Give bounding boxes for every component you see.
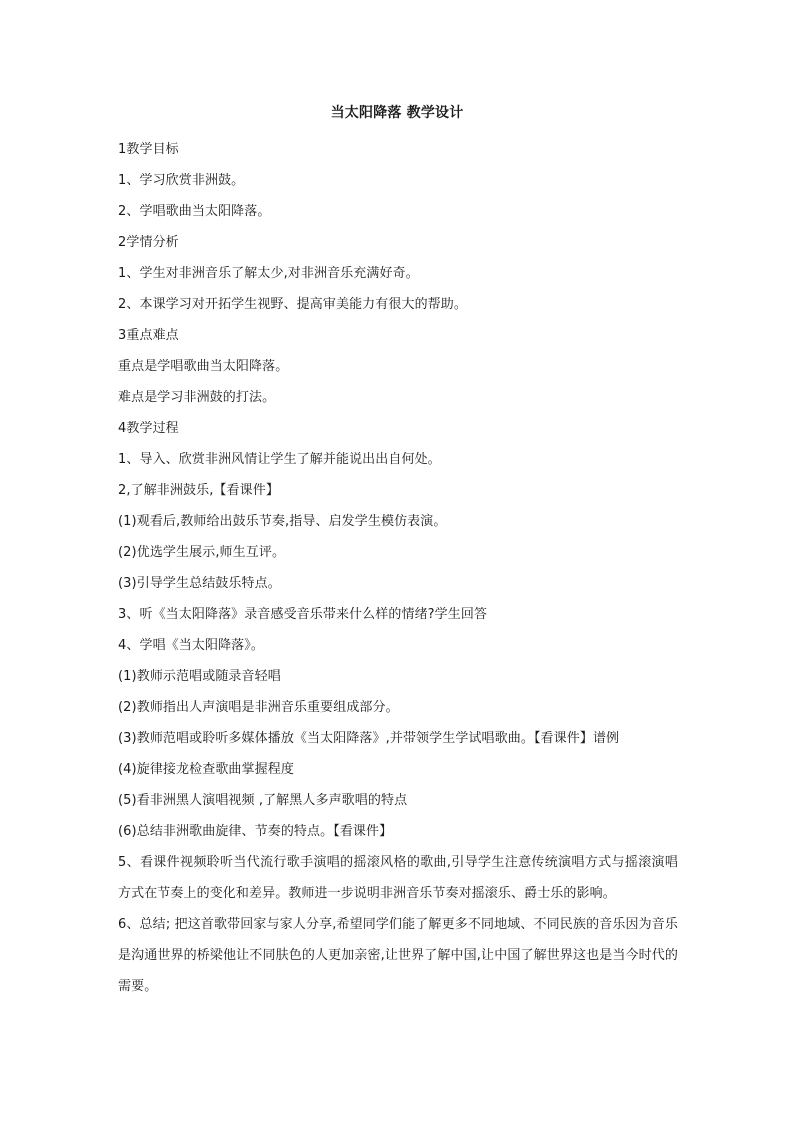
text-line: 2、本课学习对开拓学生视野、提高审美能力有很大的帮助。 [118, 297, 467, 312]
text-line: 2、学唱歌曲当太阳降落。 [118, 204, 271, 219]
text-line: (2)优选学生展示,师生互评。 [118, 545, 286, 560]
text-line: (3)教师范唱或聆听多媒体播放《当太阳降落》,并带领学生学试唱歌曲。【看课件】谱例 [118, 731, 620, 746]
text-line: 难点是学习非洲鼓的打法。 [118, 390, 276, 405]
text-line: (1)教师示范唱或随录音轻唱 [118, 669, 281, 684]
text-line: 1、学习欣赏非洲鼓。 [118, 173, 245, 188]
text-line: (5)看非洲黑人演唱视频 ,了解黑人多声歌唱的特点 [118, 793, 408, 808]
section-heading-process: 4教学过程 [118, 421, 179, 436]
document-body [118, 134, 678, 1002]
document-title: 当太阳降落 教学设计 [330, 105, 464, 121]
text-line: 3、听《当太阳降落》录音感受音乐带来什么样的情绪?学生回答 [118, 607, 488, 622]
text-line: 1、导入、欣赏非洲风情让学生了解并能说出出自何处。 [118, 452, 441, 467]
text-line: 重点是学唱歌曲当太阳降落。 [118, 359, 289, 374]
text-line: (6)总结非洲歌曲旋律、节奏的特点。【看课件】 [118, 824, 393, 839]
paragraph-step-6: 6、总结; 把这首歌带回家与家人分享,希望同学们能了解更多不同地域、不同民族的音乐因为音乐是沟通世界的桥梁他让不同肤色的人更加亲密,让世界了解中国,让中国了解世界这也是当今时代的需要。 [118, 917, 678, 994]
text-line: 2,了解非洲鼓乐,【看课件】 [118, 483, 279, 498]
section-heading-objectives: 1教学目标 [118, 142, 179, 157]
text-line: (1)观看后,教师给出鼓乐节奏,指导、启发学生模仿表演。 [118, 514, 447, 529]
text-line: 1、学生对非洲音乐了解太少,对非洲音乐充满好奇。 [118, 266, 419, 281]
text-line: 4、学唱《当太阳降落》。 [118, 638, 264, 653]
text-line: (4)旋律接龙检查歌曲掌握程度 [118, 762, 294, 777]
text-line: (3)引导学生总结鼓乐特点。 [118, 576, 281, 591]
section-heading-key-points: 3重点难点 [118, 328, 179, 343]
text-line: (2)教师指出人声演唱是非洲音乐重要组成部分。 [118, 700, 399, 715]
section-heading-analysis: 2学情分析 [118, 235, 179, 250]
paragraph-step-5: 5、看课件视频聆听当代流行歌手演唱的摇滚风格的歌曲,引导学生注意传统演唱方式与摇滚演唱方式在节奏上的变化和差异。教师进一步说明非洲音乐节奏对摇滚乐、爵士乐的影响。 [118, 855, 678, 901]
